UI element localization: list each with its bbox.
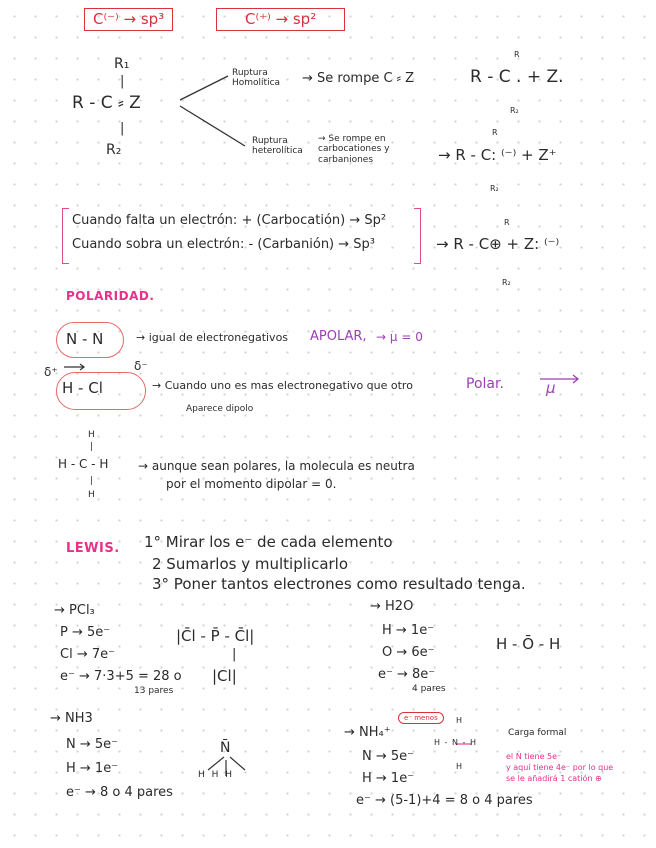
lewis-title: LEWIS. [66,541,120,556]
carbocation-text: C⁽⁺⁾ → sp² [245,10,317,28]
carga-formal-title: Carga formal [508,728,567,738]
molecule-main: R - C ⸗ Z [72,93,141,113]
bracket-right [414,208,421,264]
heterolitica-r-top: R [492,128,498,137]
heterolitica-result: → R - C: ⁽⁻⁾ + Z⁺ [438,146,557,164]
heterolitica-desc: → Se rompe en carbocationes y carbaniones [318,134,390,165]
nh4-formula: → NH₄⁺ [344,725,391,740]
ch4-bond-bottom: | [90,476,94,486]
lewis-step-1: 1° Mirar los e⁻ de cada elemento [144,533,393,551]
ch4-bond-top: | [90,442,94,452]
nh3-n: N → 5e⁻ [66,737,119,752]
h2o-o: O → 6e⁻ [382,645,435,660]
hcl-polar: Polar. [466,376,504,392]
bracket-result: → R - C⊕ + Z: ⁽⁻⁾ [436,235,560,253]
hcl-delta-plus: δ⁺ [44,365,58,379]
molecule-r2: R₂ [106,142,122,158]
carga-formal-line-1: el N tiene 5e⁻ [506,752,562,761]
carga-formal-line-2: y aquí tiene 4e⁻ por lo que [506,763,614,772]
ch4-desc-1: → aunque sean polares, la molecula es neutra [138,459,415,473]
bracket-r-top: R [504,218,510,227]
carbanion-text: C⁽⁻⁾ → sp³ [93,10,165,28]
pcl3-bond: | [232,647,237,662]
lewis-step-2: 2 Sumarlos y multiplicarlo [152,555,349,573]
homolitica-label: Ruptura Homolítica [232,68,281,89]
pcl3-total: e⁻ → 7·3+5 = 28 o [60,669,182,684]
nh4-total: e⁻ → (5-1)+4 = 8 o 4 pares [356,793,533,808]
lewis-step-3: 3° Poner tantos electrones como resultado tenga. [152,575,526,593]
nh3-structure-n: N̄ [220,740,231,756]
homolitica-r-bottom: R₂ [510,106,519,115]
ch4-desc-2: por el momento dipolar = 0. [166,477,337,491]
h2o-pares: 4 pares [412,684,446,694]
homolitica-desc: → Se rompe C ⸗ Z [302,71,415,86]
polaridad-title: POLARIDAD. [66,289,155,303]
pcl3-pares: 13 pares [134,686,174,696]
bracket-left [62,208,69,264]
hcl-dipolo: Aparece dipolo [186,404,254,414]
bracket-r-bottom: R₂ [502,278,511,287]
hcl-molecule: H - Cl [62,379,103,397]
nh4-note: e⁻ menos [398,712,444,724]
n2-apolar: APOLAR, [310,329,367,344]
pcl3-structure-bottom: |Cl| [212,667,237,685]
nh4-h: H → 1e⁻ [362,771,415,786]
hcl-mu: μ [546,379,556,397]
pcl3-cl: Cl → 7e⁻ [60,647,115,662]
molecule-bond-bottom: | [120,121,125,136]
ch4-h-bottom: H [88,490,95,500]
ch4-row: H - C - H [58,457,109,471]
molecule-r1: R₁ [114,56,130,72]
nh3-h: H → 1e⁻ [66,761,119,776]
n2-desc: → igual de electronegativos [136,331,289,344]
nh4-n: N → 5e⁻ [362,749,415,764]
nh4-h-top: H [456,716,463,725]
pcl3-formula: → PCl₃ [54,603,95,618]
nh3-structure-h: H H H [198,770,233,780]
hcl-delta-minus: δ⁻ [134,359,148,373]
bracket-line-1: Cuando falta un electrón: + (Carbocatión) → Sp² [72,213,387,228]
pcl3-p: P → 5e⁻ [60,625,111,640]
heterolitica-label: Ruptura heterolítica [252,136,303,157]
pcl3-structure-row: |C̄l - P̄ - C̄l| [176,627,255,645]
nh3-formula: → NH3 [50,711,93,726]
nh4-h-bottom: H [456,762,463,771]
n2-molecule: N - N [66,330,104,348]
heterolitica-r-bottom: R₂ [490,184,499,193]
h2o-formula: → H2O [370,599,414,614]
homolitica-r-top: R [514,50,520,59]
carga-formal-line-3: se le añadirá 1 catión ⊕ [506,774,602,783]
carbocation-hybridization-box [216,8,345,31]
n2-mu: → μ = 0 [376,330,423,344]
ch4-h-top: H [88,430,95,440]
molecule-bond-top: | [120,74,125,89]
h2o-structure: H - Ō - H [496,635,561,653]
nh3-total: e⁻ → 8 o 4 pares [66,785,173,800]
bracket-line-2: Cuando sobra un electrón: - (Carbanión) → Sp³ [72,237,375,252]
homolitica-result: R - C . + Z. [470,67,564,87]
hcl-desc: → Cuando uno es mas electronegativo que otro [152,379,413,392]
nh4-row: H - N - H [434,738,477,747]
h2o-total: e⁻ → 8e⁻ [378,667,436,682]
carbanion-hybridization-box [84,8,173,31]
h2o-h: H → 1e⁻ [382,623,435,638]
